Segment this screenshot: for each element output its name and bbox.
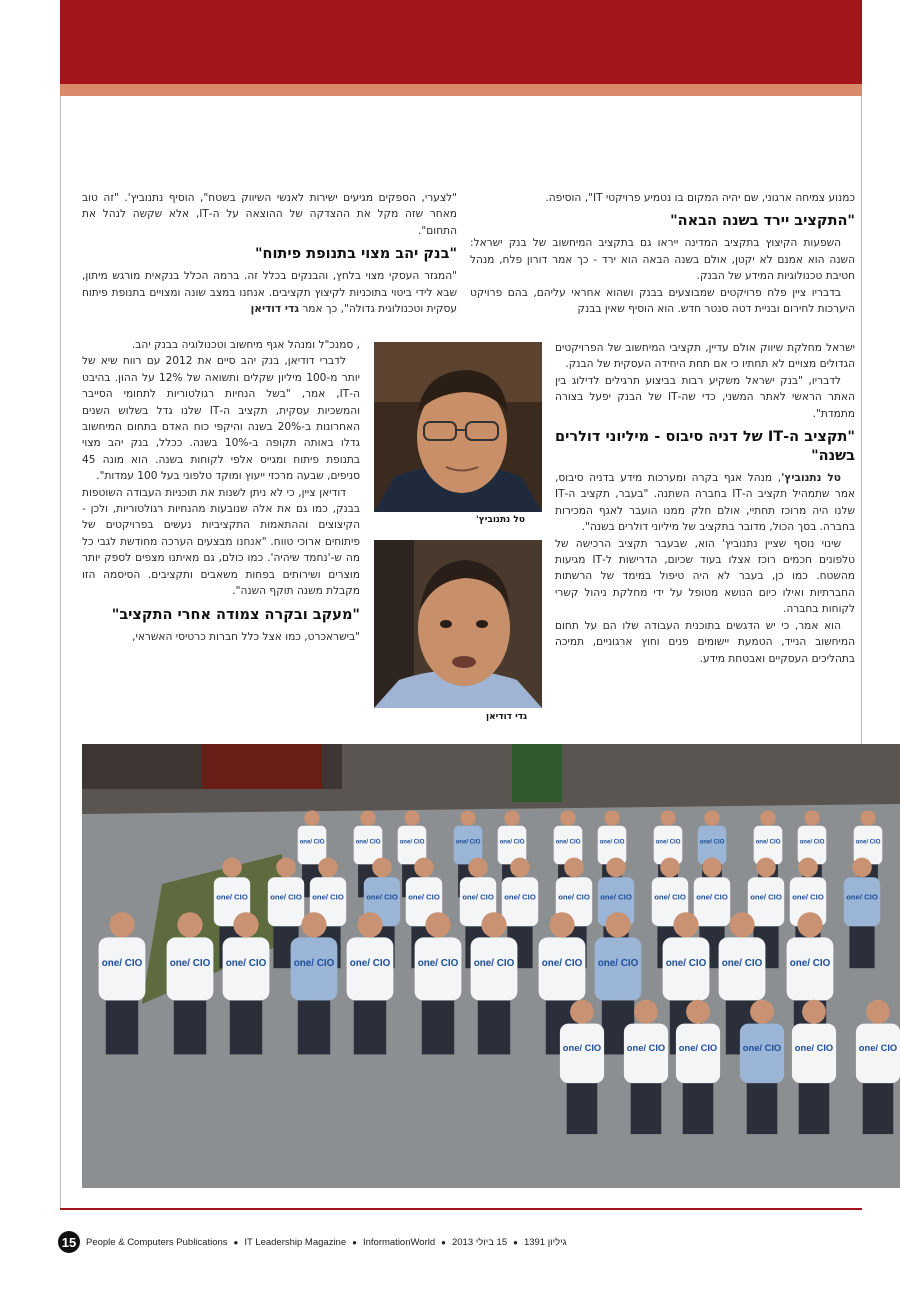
- shirt-logo-text: one/ CIO: [349, 958, 391, 970]
- shirt-logo-text: one/ CIO: [312, 892, 344, 902]
- shirt-logo-text: one/ CIO: [366, 892, 398, 902]
- shirt-logo-text: one/ CIO: [858, 1042, 898, 1053]
- paragraph: לדבריו, "בנק ישראל משקיע רבות בביצוע תרגילים לדילוג בין האתר הראשי לאתר המשני, כדי שה-IT של הבנק יפעל בצורה מתמדת".: [555, 374, 855, 420]
- shirt-logo-text: one/ CIO: [417, 958, 459, 970]
- footer-site: InformationWorld: [362, 1236, 436, 1248]
- shirt-logo-text: one/ CIO: [216, 892, 248, 902]
- paragraph: כמנוע צמיחה ארגוני, שם יהיה המקום בו נטמיע פרויקטי IT", הוסיפה.: [545, 192, 855, 204]
- frame-line-left: [60, 96, 61, 1208]
- paragraph-text: "המגזר העסקי מצוי בלחץ, והבנקים בכלל זה. ברמה הכלל בנקאית מורגש מיתון, שבא לידי ביטוי בתוכניות לקיצוץ תקציבים. אנחנו במצב שונה ומצויים בתנופת פיתוח עסקית וטכנולוגית גדולה", כך אמר: [82, 270, 457, 316]
- group-photo: [82, 744, 900, 1188]
- section-heading: "מעקב ובקרה צמודה אחרי התקציב": [111, 606, 360, 623]
- paragraph: בדבריו ציין פלח פרויקטים שמבוצעים בבנק ושהוא אחראי עליהם, בהם פרויקט היערכות לחירום ובניית דטה סנטר חדש. הוא הוסיף שאין בבנק: [470, 286, 855, 316]
- shirt-logo-text: one/ CIO: [555, 839, 581, 846]
- shirt-logo-text: one/ CIO: [721, 958, 763, 970]
- shirt-logo-text: one/ CIO: [696, 892, 728, 902]
- shirt-logo-text: one/ CIO: [742, 1042, 782, 1053]
- frame-line-right: [861, 96, 862, 746]
- shirt-logo-text: one/ CIO: [799, 839, 825, 846]
- photo-caption: גדי דודיאן: [486, 712, 528, 722]
- shirt-logo-text: one/ CIO: [462, 892, 494, 902]
- shirt-logo-text: one/ CIO: [558, 892, 590, 902]
- paragraph: , סמנכ"ל ומנהל אגף מיחשוב וטכנולוגיה בבנק יהב.: [131, 339, 360, 351]
- shirt-logo-text: one/ CIO: [355, 839, 381, 846]
- photo-caption: טל נתנוביץ': [476, 515, 525, 525]
- shirt-logo-text: one/ CIO: [665, 958, 707, 970]
- footer-issue: גיליון 1391: [523, 1236, 567, 1248]
- shirt-logo-text: one/ CIO: [504, 892, 536, 902]
- section-heading: "התקציב יירד בשנה הבאה": [670, 213, 855, 230]
- footer-magazine: IT Leadership Magazine: [244, 1236, 347, 1248]
- article-column-right: [470, 190, 855, 317]
- page-number: 15: [58, 1231, 80, 1253]
- footer-separator: ●: [441, 1237, 446, 1247]
- shirt-logo-text: one/ CIO: [299, 839, 325, 846]
- shirt-logo-text: one/ CIO: [399, 839, 425, 846]
- header-band: [60, 0, 862, 84]
- footer-rule: [60, 1208, 862, 1210]
- paragraph-text: , מנהל אגף בקרה ומערכות מידע בדניה סיבוס, אמר שתמהיל תקציב ה-IT בחברה השתנה. "בעבר, תקציב ה-IT שלנו היה מרוכז תחתיי, אולם חלק ממנו הועבר לאגף המכירות בחברה. בסך הכול, מדובר בתקציב של מיליוני דולרים בשנה".: [555, 472, 855, 534]
- shirt-logo-text: one/ CIO: [654, 892, 686, 902]
- shirt-logo-text: one/ CIO: [699, 839, 725, 846]
- footer-publisher: People & Computers Publications: [86, 1236, 228, 1248]
- shirt-logo-text: one/ CIO: [755, 839, 781, 846]
- shirt-logo-text: one/ CIO: [169, 958, 211, 970]
- shirt-logo-text: one/ CIO: [678, 1042, 718, 1053]
- paragraph: [555, 470, 855, 536]
- shirt-logo-text: one/ CIO: [597, 958, 639, 970]
- shirt-logo-text: one/ CIO: [599, 839, 625, 846]
- shirt-logo-text: one/ CIO: [792, 892, 824, 902]
- portrait-tal-netanovich: [374, 342, 542, 512]
- paragraph: דודיאן ציין, כי לא ניתן לשנות את תוכניות העבודה השוטפות בבנק, כמו גם את אלה שנובעות מהנחיות רגולטוריות, ולכן - הקיצוצים וההתאמות התקציביות נעשים בפרויקטים של פיתוחים ארוכי טווח. "אנחנו מבצעים הערכה מחודשת לגבי כל מה ש-'נחמד שיהיה'. כמו כולם, גם מאיתנו מצפים לספק יותר מוצרים ושירותים בפחות משאבים ותקציבים. הסיסמה הזו מקבלת משנה תוקף השנה".: [82, 486, 360, 598]
- shirt-logo-text: one/ CIO: [499, 839, 525, 846]
- shirt-logo-text: one/ CIO: [270, 892, 302, 902]
- paragraph: לדברי דודיאן, בנק יהב סיים את 2012 עם רווח שיא של יותר מ-100 מיליון שקלים ותשואה של 12% על ההון. בהיבט ה-IT, אמר, "בשל הנחיות רגולטוריות לתחומי הסייבר והמשכיות עסקית, תקציב ה-IT שלנו גדל בשלוש השנים האחרונות ב-20% בשנה והיקפי כוח האדם בתחום המיחשוב גדלו באותה תקופה ב-10% בשנה. ככלל, בנק יהב מצוי בתנופת פיתוח ומגייס אלפי לקוחות בשנה. הוא מונה 45 סניפים, שבעה מרכזי ייעוץ ומוקד טלפוני בעל 100 עמדות".: [82, 355, 361, 483]
- shirt-logo-text: one/ CIO: [455, 839, 481, 846]
- paragraph: [82, 268, 457, 317]
- shirt-logo-text: one/ CIO: [541, 958, 583, 970]
- shirt-logo-text: one/ CIO: [626, 1042, 666, 1053]
- shirt-logo-text: one/ CIO: [225, 958, 267, 970]
- shirt-logo-text: one/ CIO: [293, 958, 335, 970]
- header-stripe: [60, 84, 862, 96]
- footer-separator: ●: [513, 1237, 518, 1247]
- paragraph: השפעות הקיצוץ בתקציב המדינה ייראו גם בתקציב המיחשוב של בנק ישראל: השנה הוא אמנם לא יקטן, אולם בשנה הבאה הוא ירד - כך אמר דורון פלח, מנהל חטיבת טכנולוגיות המידע של הבנק.: [470, 237, 855, 283]
- shirt-logo-text: one/ CIO: [600, 892, 632, 902]
- paragraph: שינוי נוסף שציין נתנוביץ' הוא, שבעבר תקציב הרכישה של טלפונים חכמים רוכז אצלו בעוד שכיום, הדרישות ל-IT מגיעות מהשטח. כמו כן, בעבר לא היה טיפול במימד של הרשתות החברתיות ואילו כיום הנושא מטופל על ידי מחלקת ניהול קשרי לקוחות בחברה.: [555, 537, 856, 616]
- shirt-logo-text: one/ CIO: [855, 839, 881, 846]
- shirt-logo-text: one/ CIO: [750, 892, 782, 902]
- shirt-logo-text: one/ CIO: [562, 1042, 602, 1053]
- page-footer: [58, 1228, 567, 1256]
- paragraph: ישראל מחלקת שיווק אולם עדיין, תקציבי המיחשוב של הפרויקטים הגדולים מצויים לא תחתיו כי אם תחת היחידה העסקית של הבנק.: [555, 342, 855, 371]
- shirt-logo-text: one/ CIO: [794, 1042, 834, 1053]
- article-column-left-narrow: [82, 337, 360, 645]
- portrait-gadi-dudian: [374, 540, 542, 708]
- paragraph: הוא אמר, כי יש הדגשים בתוכנית העבודה שלו הם על תחום המיחשוב הנייד, הטמעת יישומים פנים וחוץ ארגוניים, תמיכה בתהליכים העסקיים ואבטחת מידע.: [555, 619, 855, 665]
- section-heading: "תקציב ה-IT של דניה סיבוס - מיליוני דולרים בשנה": [555, 429, 855, 465]
- shirt-logo-text: one/ CIO: [408, 892, 440, 902]
- paragraph: "בישראכרט, כמו אצל כלל חברות כרטיסי האשראי,: [132, 630, 360, 643]
- article-column-right-narrow: [555, 340, 855, 667]
- person-name: גדי דודיאן: [250, 303, 299, 316]
- person-name: טל נתנוביץ': [781, 472, 841, 485]
- shirt-logo-text: one/ CIO: [789, 958, 831, 970]
- footer-date: 15 ביולי 2013: [451, 1236, 508, 1248]
- shirt-logo-text: one/ CIO: [655, 839, 681, 846]
- paragraph: "לצערי, הספקים מגיעים ישירות לאנשי השיווק בשטח", הוסיף נתנוביץ'. "זה טוב מאחר שזה מקל את ההצדקה של ההוצאה על ה-IT, אלא שקשה לנהל את התחום".: [82, 192, 457, 237]
- article-column-left-top: [82, 190, 457, 317]
- section-heading: "בנק יהב מצוי בתנופת פיתוח": [254, 246, 457, 263]
- footer-separator: ●: [233, 1237, 239, 1247]
- shirt-logo-text: one/ CIO: [473, 958, 515, 970]
- shirt-logo-text: one/ CIO: [846, 892, 878, 902]
- shirt-logo-text: one/ CIO: [101, 958, 143, 970]
- footer-separator: ●: [352, 1237, 357, 1247]
